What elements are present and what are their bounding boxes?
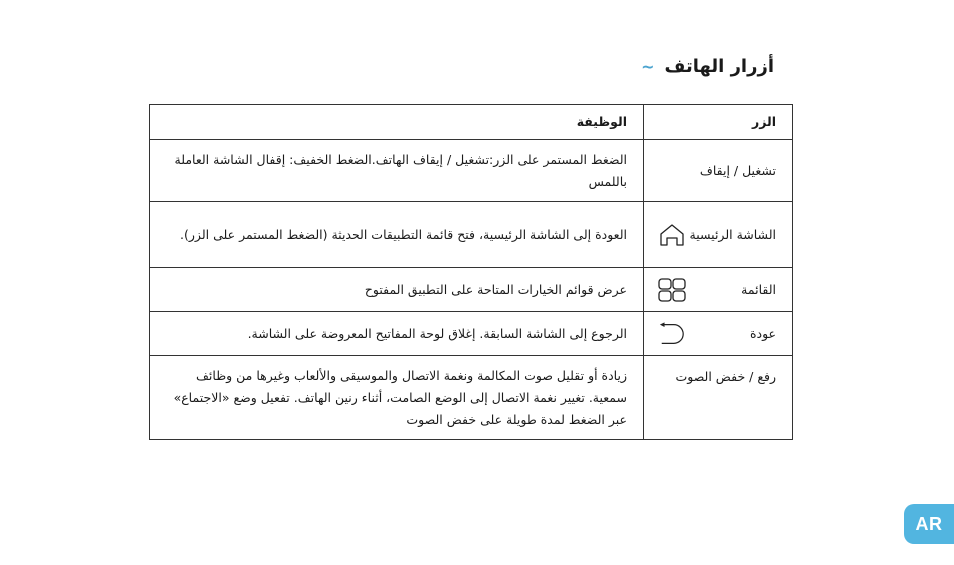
table-row — [150, 140, 793, 202]
back-arrow-icon — [658, 320, 686, 348]
button-cell — [660, 279, 776, 301]
button-label: تشغيل / إيقاف — [699, 162, 776, 178]
function-text: عرض قوائم الخيارات المتاحة على التطبيق المفتوح — [150, 268, 644, 312]
button-label: القائمة — [741, 281, 776, 297]
function-text: زيادة أو تقليل صوت المكالمة ونغمة الاتصال والموسيقى والألعاب وغيرها من وظائف سمعية. تغيير نغمة الاتصال إلى الوضع الصامت، أثناء رنين الهاتف. تفعيل وضع «الاجتماع» عبر الضغط لمدة طويلة على خفض الصوت — [150, 356, 644, 440]
button-label: رفع / خفض الصوت — [675, 369, 776, 384]
button-cell — [660, 323, 776, 345]
table-row — [150, 312, 793, 356]
button-label: الشاشة الرئيسية — [689, 226, 776, 242]
function-text: الرجوع إلى الشاشة السابقة. إغلاق لوحة المفاتيح المعروضة على الشاشة. — [150, 312, 644, 356]
table-header-row — [150, 105, 793, 140]
table-row — [150, 356, 793, 440]
table-row — [150, 202, 793, 268]
table-row — [150, 268, 793, 312]
menu-grid-icon — [658, 276, 686, 304]
section-title: أزرار الهاتف — [664, 56, 774, 77]
phone-buttons-table — [149, 104, 793, 440]
section-heading — [641, 56, 774, 77]
function-text: العودة إلى الشاشة الرئيسية، فتح قائمة التطبيقات الحديثة (الضغط المستمر على الزر). — [150, 202, 644, 268]
tilde-icon: ~ — [641, 57, 655, 76]
language-badge: AR — [904, 504, 954, 544]
header-function: الوظيفة — [150, 105, 644, 140]
button-cell — [660, 366, 776, 388]
button-cell — [660, 160, 776, 182]
function-text: الضغط المستمر على الزر:تشغيل / إيقاف الهاتف.الضغط الخفيف: إقفال الشاشة العاملة باللمس — [150, 140, 644, 202]
button-label: عودة — [749, 325, 776, 341]
header-button: الزر — [644, 105, 793, 140]
home-icon — [658, 221, 686, 249]
button-cell — [660, 224, 776, 246]
